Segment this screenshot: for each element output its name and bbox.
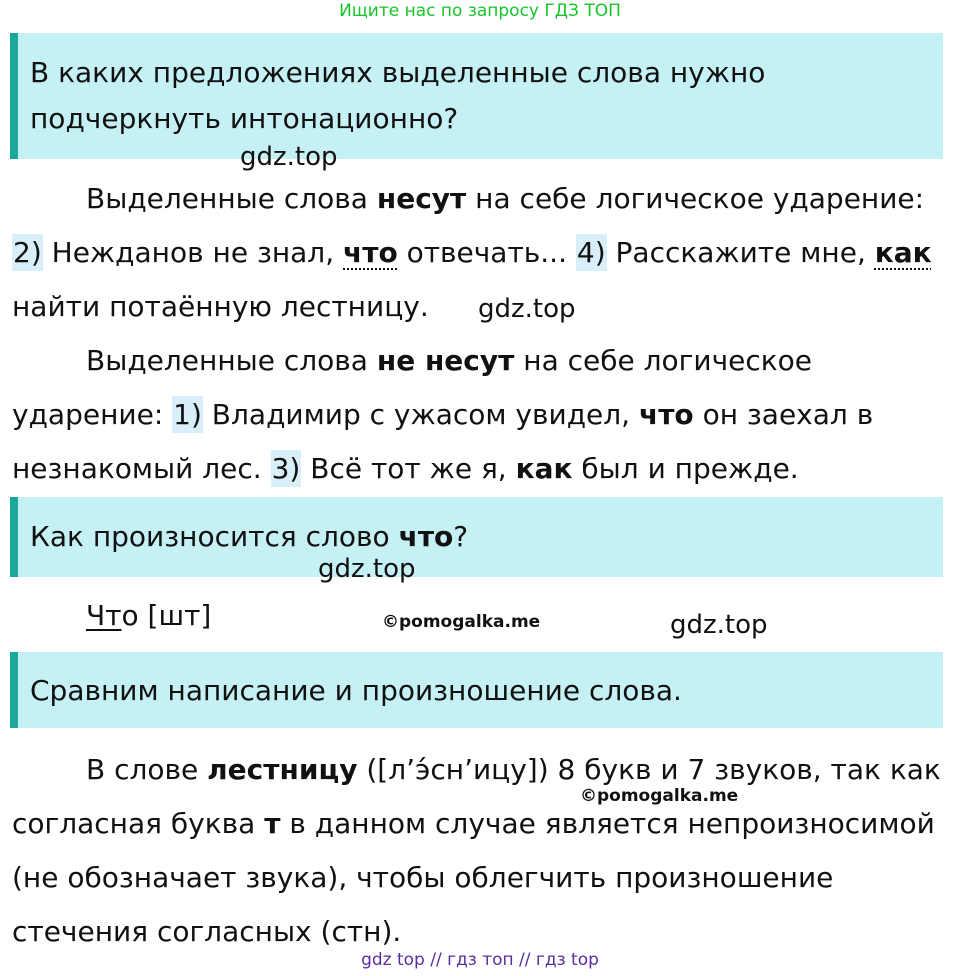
question-block-3: Сравним написание и произношение слова. — [10, 652, 943, 728]
watermark-pomogalka: ©pomogalka.me — [382, 612, 541, 632]
bold-word: как — [515, 452, 573, 485]
answer-paragraph-1: Выделенные слова несут на себе логическое ударение: 2) Нежданов не знал, что отвечать... 4) Расскажите мне, как найти потаённую лестницу. — [12, 182, 932, 323]
stressed-letters: Чт — [86, 599, 122, 632]
bold-word: что — [398, 520, 454, 553]
top-banner[interactable]: Ищите нас по запросу ГДЗ ТОП — [339, 1, 621, 21]
bold-word: лестницу — [207, 753, 358, 786]
number-badge: 4) — [576, 236, 606, 269]
bold-word: что — [638, 398, 694, 431]
bold-word: не несут — [376, 344, 515, 377]
answer-paragraph-3: Что [шт] — [86, 599, 212, 632]
watermark-gdz: gdz.top — [240, 142, 338, 172]
question-block-2: Как произносится слово что? — [10, 497, 943, 577]
footer-links[interactable]: gdz top // гдз топ // гдз top — [361, 950, 599, 970]
highlighted-word: что — [343, 236, 398, 269]
highlighted-word: как — [874, 236, 932, 269]
answer-paragraph-4: В слове лестницу ([л’э́сн’ицу]) 8 букв и 7 звуков, так как согласная буква т в данном случае является непроизносимой (не обозначает звука), чтобы облегчить произношение стечения согласных (стн). — [12, 753, 941, 948]
bold-word: несут — [376, 182, 467, 215]
watermark-gdz: gdz.top — [478, 294, 576, 324]
watermark-pomogalka: ©pomogalka.me — [580, 786, 739, 806]
watermark-gdz: gdz.top — [670, 610, 768, 640]
answer-paragraph-2: Выделенные слова не несут на себе логическое ударение: 1) Владимир с ужасом увидел, что он заехал в незнакомый лес. 3) Всё тот же я, как был и прежде. — [12, 344, 874, 485]
question-1-text: В каких предложениях выделенные слова нужно подчеркнуть интонационно? — [30, 56, 766, 135]
watermark-gdz: gdz.top — [318, 554, 416, 584]
question-block-1 — [10, 33, 943, 159]
bold-word: т — [264, 807, 281, 840]
number-badge: 2) — [13, 236, 42, 269]
number-badge: 3) — [271, 452, 301, 485]
number-badge: 1) — [173, 398, 202, 431]
